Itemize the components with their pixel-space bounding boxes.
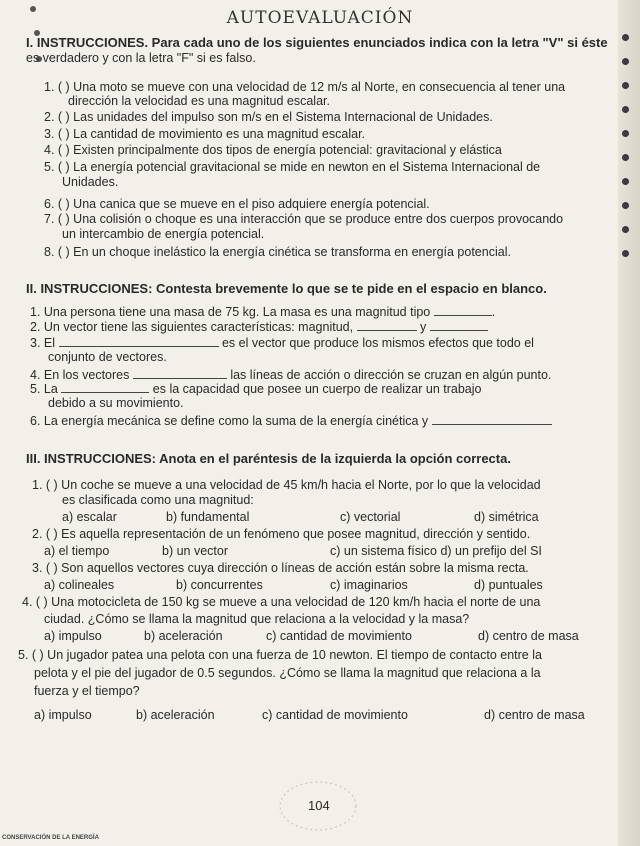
tf-item-6: 6. ( ) Una canica que se mueve en el piso adquiere energía potencial.: [44, 197, 430, 211]
mc-q-3: 3. ( ) Son aquellos vectores cuya dirección o líneas de acción están sobre la misma recta.: [32, 561, 529, 575]
binding-hole: [622, 226, 629, 233]
short-q-3-cont: conjunto de vectores.: [48, 350, 167, 364]
tf-item-8: 8. ( ) En un choque inelástico la energía cinética se transforma en energía potencial.: [44, 245, 511, 259]
mc-q-5-cont2: fuerza y el tiempo?: [34, 684, 140, 698]
mc-option: c) vectorial: [340, 510, 401, 524]
binding-hole: [622, 34, 629, 41]
section-1-instructions: I. INSTRUCCIONES. Para cada uno de los siguientes enunciados indica con la letra "V" si éste: [26, 35, 608, 50]
mc-q-5: 5. ( ) Un jugador patea una pelota con una fuerza de 10 newton. El tiempo de contacto entre la: [18, 648, 542, 662]
mc-option: a) impulso: [34, 708, 92, 722]
mc-option: b) un vector: [162, 544, 229, 558]
answer-blank[interactable]: [59, 336, 219, 347]
mc-q-1-cont: es clasificada como una magnitud:: [62, 493, 254, 507]
mc-option: a) colineales: [44, 578, 115, 592]
short-q-3: 3. El es el vector que produce los mismos efectos que todo el: [30, 336, 534, 350]
answer-blank[interactable]: [61, 382, 149, 393]
short-q-2: 2. Un vector tiene las siguientes características: magnitud, y: [30, 320, 488, 334]
mc-option: b) aceleración: [136, 708, 215, 722]
section-2-instructions: II. INSTRUCCIONES: Contesta brevemente lo que se te pide en el espacio en blanco.: [26, 281, 547, 296]
tf-item-5: 5. ( ) La energía potencial gravitacional se mide en newton en el Sistema Internacional de: [44, 160, 541, 174]
tf-item-5-cont: Unidades.: [62, 175, 119, 189]
mc-option: b) fundamental: [166, 510, 250, 524]
short-q-4: 4. En los vectores las líneas de acción o dirección se cruzan en algún punto.: [30, 368, 552, 382]
answer-blank[interactable]: [133, 368, 227, 379]
tf-item-7-cont: un intercambio de energía potencial.: [62, 227, 265, 241]
mc-q-4-cont: ciudad. ¿Cómo se llama la magnitud que relaciona a la velocidad y la masa?: [44, 612, 470, 626]
answer-blank[interactable]: [430, 320, 488, 331]
binding-hole: [622, 58, 629, 65]
tf-item-1: 1. ( ) Una moto se mueve con una velocidad de 12 m/s al Norte, en consecuencia al tener una: [44, 80, 566, 94]
mc-option: a) el tiempo: [44, 544, 110, 558]
mc-option: b) aceleración: [144, 629, 223, 643]
mc-option: d) simétrica: [474, 510, 539, 524]
mc-option: d) centro de masa: [478, 629, 579, 643]
short-q-1: 1. Una persona tiene una masa de 75 kg. La masa es una magnitud tipo .: [30, 305, 496, 319]
binding-hole: [622, 154, 629, 161]
mc-option: a) impulso: [44, 629, 102, 643]
mc-option: c) un sistema físico d) un prefijo del SI: [330, 544, 542, 558]
mc-option: c) cantidad de movimiento: [266, 629, 412, 643]
mc-q-5-cont: pelota y el pie del jugador de 0.5 segundos. ¿Cómo se llama la magnitud que relaciona a la: [34, 666, 541, 680]
mc-option: d) puntuales: [474, 578, 543, 592]
binding-hole: [622, 250, 629, 257]
mc-q-4: 4. ( ) Una motocicleta de 150 kg se mueve a una velocidad de 120 km/h hacia el norte de una: [22, 595, 541, 609]
section-1-instructions-cont: es verdadero y con la letra "F" si es falso.: [26, 51, 256, 65]
binding-hole: [622, 178, 629, 185]
tf-item-7: 7. ( ) Una colisión o choque es una interacción que se produce entre dos cuerpos provocando: [44, 212, 564, 226]
mc-option: c) cantidad de movimiento: [262, 708, 408, 722]
binding-hole: [622, 202, 629, 209]
tf-item-2: 2. ( ) Las unidades del impulso son m/s en el Sistema Internacional de Unidades.: [44, 110, 493, 124]
binding-hole: [622, 82, 629, 89]
footer-chapter: CONSERVACIÓN DE LA ENERGÍA: [2, 835, 99, 841]
binding-hole: [622, 106, 629, 113]
spiral-binding: [618, 0, 640, 846]
short-q-5: 5. La es la capacidad que posee un cuerpo de realizar un trabajo: [30, 382, 482, 396]
tf-item-1-cont: dirección la velocidad es una magnitud escalar.: [68, 94, 330, 108]
answer-blank[interactable]: [357, 320, 417, 331]
mc-q-2: 2. ( ) Es aquella representación de un fenómeno que posee magnitud, dirección y sentido.: [32, 527, 531, 541]
tf-item-3: 3. ( ) La cantidad de movimiento es una magnitud escalar.: [44, 127, 366, 141]
mc-option: b) concurrentes: [176, 578, 263, 592]
page-number: 104: [308, 798, 330, 813]
mc-option: d) centro de masa: [484, 708, 585, 722]
answer-blank[interactable]: [432, 414, 552, 425]
mc-option: a) escalar: [62, 510, 117, 524]
page-title: AUTOEVALUACIÓN: [226, 8, 414, 28]
mc-q-1: 1. ( ) Un coche se mueve a una velocidad de 45 km/h hacia el Norte, por lo que la velocidad: [32, 478, 541, 492]
section-3-instructions: III. INSTRUCCIONES: Anota en el paréntesis de la izquierda la opción correcta.: [26, 451, 511, 466]
binding-hole: [622, 130, 629, 137]
tf-item-4: 4. ( ) Existen principalmente dos tipos de energía potencial: gravitacional y elástica: [44, 143, 502, 157]
mc-option: c) imaginarios: [330, 578, 408, 592]
short-q-5-cont: debido a su movimiento.: [48, 396, 184, 410]
answer-blank[interactable]: [434, 305, 492, 316]
short-q-6: 6. La energía mecánica se define como la suma de la energía cinética y: [30, 414, 552, 428]
